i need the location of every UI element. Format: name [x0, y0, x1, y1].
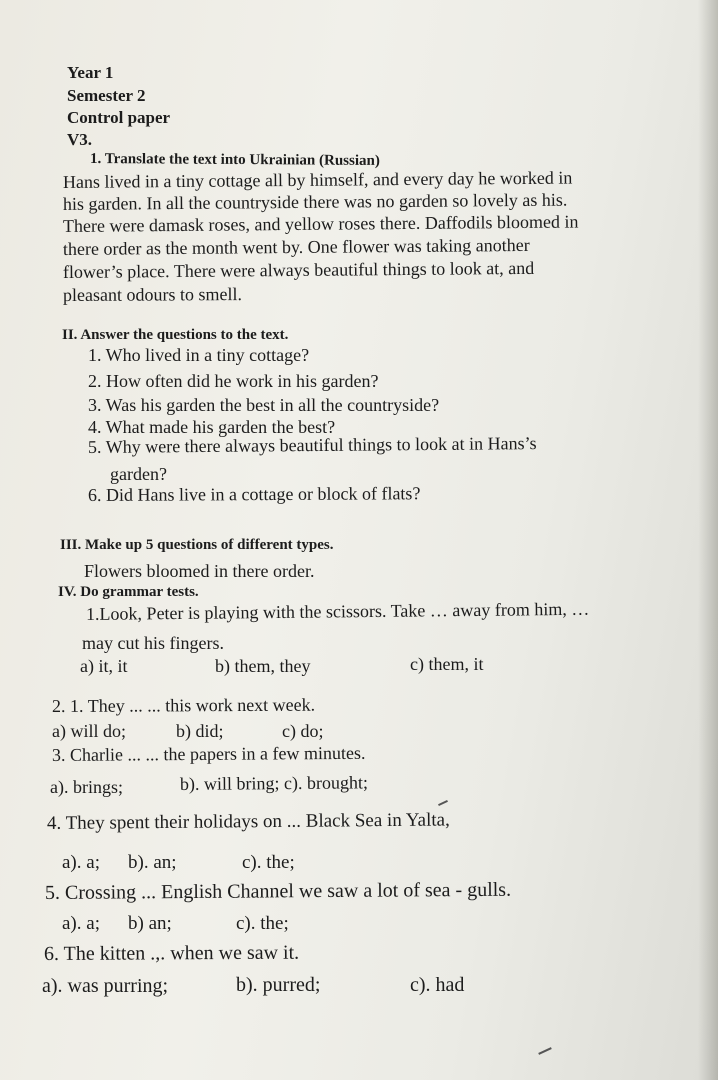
task1-title: 1. Translate the text into Ukrainian (Russian) [89, 150, 380, 170]
test1-question-continued: may cut his fingers. [82, 633, 224, 653]
task2-question: 5. Why were there always beautiful things to look at in Hans’s [87, 433, 537, 457]
test5-option-c: c). the; [236, 913, 289, 934]
test5-option-a: a). a; [62, 913, 100, 934]
task2-question: 3. Was his garden the best in all the countryside? [88, 395, 440, 415]
year-heading: Year 1 [67, 63, 114, 82]
test1-option-c: c) them, it [410, 654, 484, 674]
test4-option-a: a). a; [62, 852, 100, 873]
task2-title: II. Answer the questions to the text. [62, 327, 289, 343]
pen-mark [538, 1047, 552, 1055]
task3-title: III. Make up 5 questions of different types. [60, 537, 334, 553]
page-edge-shadow [698, 0, 718, 1080]
test5-option-b: b) an; [128, 913, 172, 934]
test1-option-a: a) it, it [80, 656, 128, 676]
task2-question: 4. What made his garden the best? [88, 417, 336, 437]
test4-option-c: c). the; [242, 852, 295, 873]
test2-option-a: a) will do; [52, 721, 126, 741]
task4-title: IV. Do grammar tests. [58, 584, 199, 600]
test3-option-a: a). brings; [50, 777, 123, 797]
test4-question: 4. They spent their holidays on ... Black Sea in Yalta, [46, 809, 450, 834]
test3-question: 3. Charlie ... ... the papers in a few minutes. [51, 742, 366, 765]
test6-option-b: b). purred; [236, 974, 321, 996]
task2-question: 6. Did Hans live in a cottage or block of flats? [87, 483, 421, 505]
test3-options-bc: b). will bring; c). brought; [179, 772, 369, 794]
test6-option-c: c). had [410, 974, 465, 996]
pen-mark [438, 800, 448, 806]
task2-question: 1. Who lived in a tiny cottage? [88, 345, 310, 365]
task2-question: 2. How often did he work in his garden? [88, 371, 379, 391]
semester-heading: Semester 2 [67, 86, 146, 105]
task1-text-line: There were damask roses, and yellow roses there. Daffodils bloomed in [62, 211, 579, 236]
test2-question: 2. 1. They ... ... this work next week. [51, 694, 316, 716]
variant-heading: V3. [67, 130, 93, 149]
task1-text-line: his garden. In all the countryside there was no garden so lovely as his. [62, 189, 568, 214]
test2-option-b: b) did; [176, 721, 224, 741]
test1-option-b: b) them, they [215, 656, 311, 676]
test6-option-a: a). was purring; [42, 975, 169, 997]
task1-text-line: there order as the month went by. One flower was taking another [62, 234, 530, 259]
test4-option-b: b). an; [128, 852, 177, 873]
test6-question: 6. The kitten .,. when we saw it. [43, 941, 300, 965]
task1-text-line: Hans lived in a tiny cottage all by himself, and every day he worked in [62, 167, 573, 192]
test2-option-c: c) do; [282, 721, 324, 741]
task3-sentence: Flowers bloomed in there order. [84, 561, 315, 581]
task2-question-continued: garden? [110, 464, 167, 484]
test5-question: 5. Crossing ... English Channel we saw a lot of sea - gulls. [44, 878, 512, 904]
paper-heading: Control paper [67, 108, 171, 127]
task1-text-line: pleasant odours to smell. [62, 284, 243, 305]
task1-text-line: flower’s place. There were always beautiful things to look at, and [62, 257, 535, 282]
test1-question: 1.Look, Peter is playing with the scissors. Take … away from him, … [85, 598, 590, 624]
